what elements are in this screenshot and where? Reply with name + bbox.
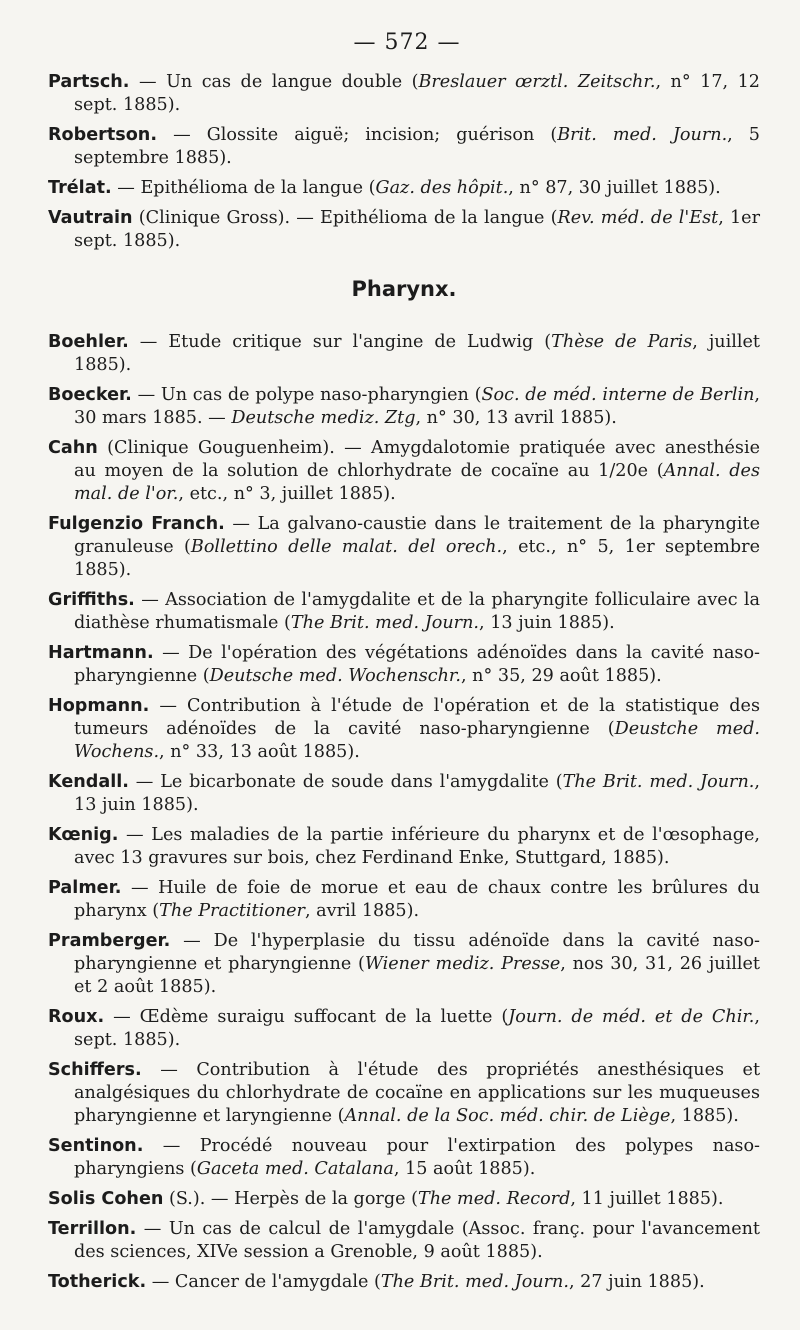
bibliography-entry: [48, 1059, 760, 1128]
entry-separator: —: [104, 1007, 140, 1027]
bibliography-entry: [48, 930, 760, 999]
entry-journal: Rev. méd. de l'Est: [557, 208, 719, 228]
entry-text: (S.). — Herpès de la gorge (: [169, 1189, 418, 1209]
bibliography-entry: [48, 1271, 760, 1294]
entry-journal: Bollettino delle malat. del orech.: [190, 537, 503, 557]
entry-separator: —: [121, 878, 159, 898]
entry-journal: Gaz. des hôpit.: [375, 178, 509, 198]
entry-tail: , n° 33, 13 août 1885).: [159, 742, 360, 762]
entry-tail: , 13 juin 1885).: [479, 613, 615, 633]
entry-author: Kœnig.: [48, 825, 119, 845]
entry-tail: , 27 juin 1885).: [568, 1272, 705, 1292]
entry-author: Solis Cohen: [48, 1189, 164, 1209]
entry-author: Partsch.: [48, 72, 130, 92]
bibliography-entry: [48, 1006, 760, 1052]
entry-text: Un cas de langue double (: [166, 72, 419, 92]
bibliography-entry: [48, 384, 760, 430]
entry-author: Robertson.: [48, 125, 158, 145]
bibliography-entry: [48, 1135, 760, 1181]
bibliography-entry: [48, 71, 760, 117]
entry-author: Kendall.: [48, 772, 129, 792]
entry-journal: Journ. de méd. et de Chir.: [508, 1007, 755, 1027]
bibliography-entry: [48, 331, 760, 377]
bibliography-list-pharynx: [48, 331, 760, 1294]
entry-journal: Wiener mediz. Presse: [364, 954, 561, 974]
bibliography-entry: [48, 771, 760, 817]
entry-tail: , juillet 1885).: [74, 332, 760, 375]
entry-tail: , 13 juin 1885).: [74, 772, 760, 815]
entry-journal: The Brit. med. Journ.: [290, 613, 480, 633]
entry-tail: , n° 17, 12 sept. 1885).: [74, 72, 760, 115]
entry-text: Procédé nouveau pour l'extirpation des polypes naso-pharyngiens (: [74, 1136, 761, 1179]
entry-journal: Brit. med. Journ.: [557, 125, 728, 145]
bibliography-entry: [48, 695, 760, 764]
bibliography-entry: [48, 642, 760, 688]
entry-author: Vautrain: [48, 208, 133, 228]
bibliography-entry: [48, 1188, 760, 1211]
entry-separator: [98, 438, 107, 458]
entry-text: De l'opération des végétations adénoïdes dans la cavité naso-pharyngienne (: [74, 643, 760, 686]
entry-text: Huile de foie de morue et eau de chaux contre les brûlures du pharynx (: [74, 878, 760, 921]
bibliography-entry: [48, 124, 760, 170]
entry-author: Totherick.: [48, 1272, 147, 1292]
entry-tail: , 30 mars 1885. —: [74, 385, 760, 428]
entry-text: Etude critique sur l'angine de Ludwig (: [168, 332, 552, 352]
entry-separator: —: [129, 772, 161, 792]
entry-text: Un cas de calcul de l'amygdale (Assoc. franç. pour l'avancement des sciences, XIVe session a Grenoble, 9 août 1885).: [74, 1219, 761, 1262]
bibliography-entry: [48, 513, 760, 582]
entry-tail-2: , n° 30, 13 avril 1885).: [415, 408, 617, 428]
entry-tail: , avril 1885).: [304, 901, 420, 921]
entry-journal: The Practitioner: [159, 901, 305, 921]
entry-author: Griffiths.: [48, 590, 135, 610]
entry-author: Hopmann.: [48, 696, 150, 716]
entry-tail: , nos 30, 31, 26 juillet et 2 août 1885).: [74, 954, 760, 997]
entry-separator: —: [170, 931, 214, 951]
entry-journal: The Brit. med. Journ.: [562, 772, 755, 792]
bibliography-entry: [48, 589, 760, 635]
entry-separator: —: [129, 72, 167, 92]
entry-separator: —: [146, 1272, 175, 1292]
entry-tail: , 1er sept. 1885).: [74, 208, 761, 251]
entry-text: Le bicarbonate de soude dans l'amygdalite (: [160, 772, 563, 792]
entry-journal: Annal. des mal. de l'or.: [74, 461, 760, 504]
entry-tail: , 15 août 1885).: [393, 1159, 536, 1179]
entry-separator: —: [224, 514, 258, 534]
entry-tail: , sept. 1885).: [74, 1007, 760, 1050]
entry-separator: —: [149, 696, 187, 716]
entry-author: Palmer.: [48, 878, 122, 898]
entry-author: Sentinon.: [48, 1136, 144, 1156]
entry-text: Cancer de l'amygdale (: [174, 1272, 381, 1292]
entry-journal: The Brit. med. Journ.: [380, 1272, 569, 1292]
entry-text: Epithélioma de la langue (: [140, 178, 376, 198]
entry-separator: —: [157, 125, 207, 145]
entry-author: Trélat.: [48, 178, 112, 198]
entry-separator: —: [136, 1219, 169, 1239]
entry-separator: —: [118, 825, 152, 845]
entry-tail: , 1885).: [670, 1106, 739, 1126]
bibliography-entry: [48, 207, 760, 253]
entry-text: Contribution à l'étude de l'opération et de la statistique des tumeurs adénoïdes de la cavité naso-pharyngienne (: [74, 696, 760, 739]
bibliography-entry: [48, 824, 760, 870]
entry-journal: Deustche med. Wochens.: [74, 719, 760, 762]
entry-tail: , etc., n° 3, juillet 1885).: [178, 484, 396, 504]
entry-author: Boehler.: [48, 332, 129, 352]
entry-separator: —: [153, 643, 189, 663]
entry-text: Œdème suraigu suffocant de la luette (: [139, 1007, 509, 1027]
entry-text: La galvano-caustie dans le traitement de la pharyngite granuleuse (: [74, 514, 760, 557]
entry-author: Terrillon.: [48, 1219, 137, 1239]
entry-journal: Breslauer œrztl. Zeitschr.: [418, 72, 656, 92]
entry-author: Cahn: [48, 438, 98, 458]
entry-journal: Thèse de Paris: [551, 332, 693, 352]
entry-text: Contribution à l'étude des propriétés anesthésiques et analgésiques du chlorhydrate de cocaïne en applications sur les muqueuses pharyngienne et laryngienne (: [74, 1060, 761, 1126]
entry-journal: Deutsche med. Wochenschr.: [209, 666, 461, 686]
entry-separator: —: [131, 385, 161, 405]
entry-tail: , n° 87, 30 juillet 1885).: [508, 178, 721, 198]
entry-tail: , 5 septembre 1885).: [74, 125, 761, 168]
section-title: Pharynx.: [351, 277, 457, 301]
entry-author: Hartmann.: [48, 643, 154, 663]
bibliography-entry: [48, 437, 760, 506]
bibliography-entry: [48, 177, 760, 200]
entry-separator: —: [143, 1136, 200, 1156]
entry-text: (Clinique Gross). — Epithélioma de la langue (: [138, 208, 558, 228]
page-number: — 572 —: [353, 30, 461, 55]
bibliography-list-tongue: [48, 71, 760, 253]
entry-journal: Annal. de la Soc. méd. chir. de Liège: [344, 1106, 671, 1126]
entry-author: Schiffers.: [48, 1060, 142, 1080]
entry-text: Les maladies de la partie inférieure du pharynx et de l'œsophage, avec 13 gravures sur bois, chez Ferdinand Enke, Stuttgard, 1885).: [74, 825, 761, 868]
entry-journal: Soc. de méd. interne de Berlin: [481, 385, 755, 405]
entry-author: Fulgenzio Franch.: [48, 514, 225, 534]
entry-text: (Clinique Gouguenheim). — Amygdalotomie pratiquée avec anesthésie au moyen de la solution de chlorhydrate de cocaïne au 1/20e (: [74, 438, 761, 481]
entry-author: Boecker.: [48, 385, 132, 405]
entry-separator: —: [128, 332, 169, 352]
entry-tail: , etc., n° 5, 1er septembre 1885).: [74, 537, 760, 580]
entry-journal: Gaceta med. Catalana: [196, 1159, 394, 1179]
entry-text: De l'hyperplasie du tissu adénoïde dans la cavité naso-pharyngienne et pharyngienne (: [74, 931, 760, 974]
entry-journal: The med. Record: [417, 1189, 571, 1209]
bibliography-entry: [48, 877, 760, 923]
entry-text: Glossite aiguë; incision; guérison (: [206, 125, 558, 145]
entry-separator: —: [134, 590, 166, 610]
entry-journal-2: Deutsche mediz. Ztg: [231, 408, 416, 428]
entry-text: Association de l'amygdalite et de la pharyngite folliculaire avec la diathèse rhumatismale (: [74, 590, 761, 633]
entry-tail: , n° 35, 29 août 1885).: [460, 666, 662, 686]
entry-tail: , 11 juillet 1885).: [570, 1189, 724, 1209]
entry-author: Pramberger.: [48, 931, 171, 951]
entry-text: Un cas de polype naso-pharyngien (: [160, 385, 482, 405]
bibliography-entry: [48, 1218, 760, 1264]
entry-author: Roux.: [48, 1007, 105, 1027]
entry-separator: —: [141, 1060, 197, 1080]
entry-separator: —: [111, 178, 141, 198]
